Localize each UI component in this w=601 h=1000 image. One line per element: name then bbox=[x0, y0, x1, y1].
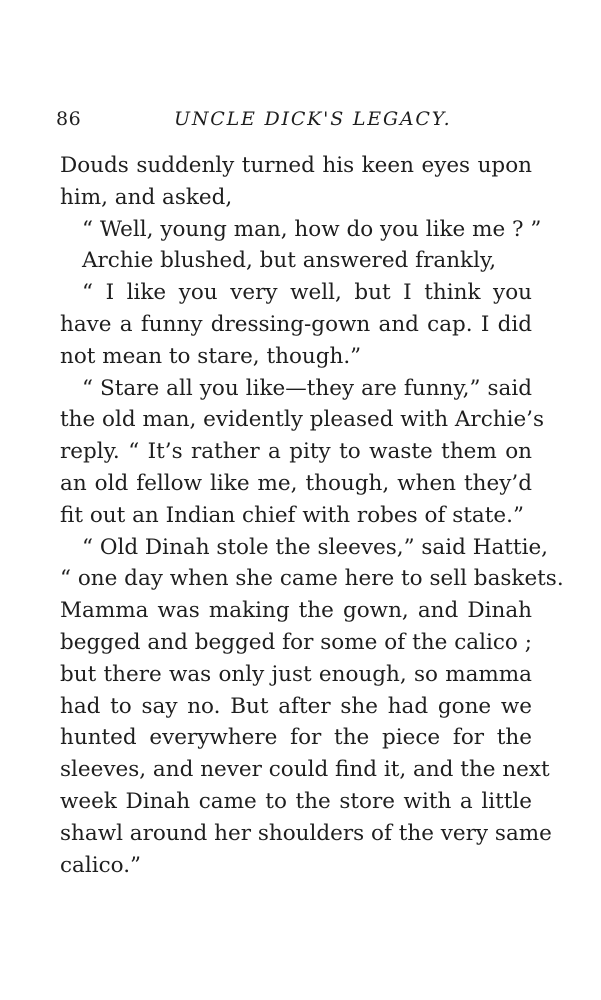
running-title: UNCLE DICK'S LEGACY. bbox=[174, 108, 452, 130]
text-line: hunted everywhere for the piece for the bbox=[60, 725, 532, 751]
text-line: “ Stare all you like—they are funny,” said bbox=[82, 375, 532, 401]
page-number: 86 bbox=[56, 108, 82, 130]
page-header bbox=[56, 108, 536, 138]
text-line: an old fellow like me, though, when they’d bbox=[60, 470, 532, 496]
body-text bbox=[60, 150, 564, 881]
text-line: but there was only just enough, so mamma bbox=[60, 661, 532, 687]
text-line: “ one day when she came here to sell baskets. bbox=[60, 566, 564, 592]
text-line: Douds suddenly turned his keen eyes upon bbox=[60, 153, 532, 178]
text-line: sleeves, and never could find it, and the next bbox=[60, 757, 550, 783]
text-line: “ Old Dinah stole the sleeves,” said Hattie, bbox=[82, 534, 549, 560]
text-line: the old man, evidently pleased with Archie’s bbox=[60, 407, 545, 433]
text-line: reply. “ It’s rather a pity to waste them on bbox=[60, 439, 532, 465]
text-line: fit out an Indian chief with robes of state.” bbox=[60, 502, 524, 528]
text-line: “ I like you very well, but I think you bbox=[82, 280, 532, 306]
text-line: had to say no. But after she had gone we bbox=[60, 693, 532, 719]
text-line: shawl around her shoulders of the very same bbox=[60, 820, 552, 846]
text-line: Archie blushed, but answered frankly, bbox=[82, 248, 497, 274]
text-line: week Dinah came to the store with a little bbox=[60, 788, 532, 814]
text-line: him, and asked, bbox=[60, 184, 233, 210]
text-line: calico.” bbox=[60, 852, 142, 878]
text-line: “ Well, young man, how do you like me ? ” bbox=[82, 216, 542, 242]
text-line: not mean to stare, though.” bbox=[60, 343, 362, 369]
text-line: begged and begged for some of the calico ; bbox=[60, 629, 532, 655]
text-line: have a funny dressing-gown and cap. I did bbox=[60, 311, 532, 337]
text-line: Mamma was making the gown, and Dinah bbox=[60, 598, 532, 624]
